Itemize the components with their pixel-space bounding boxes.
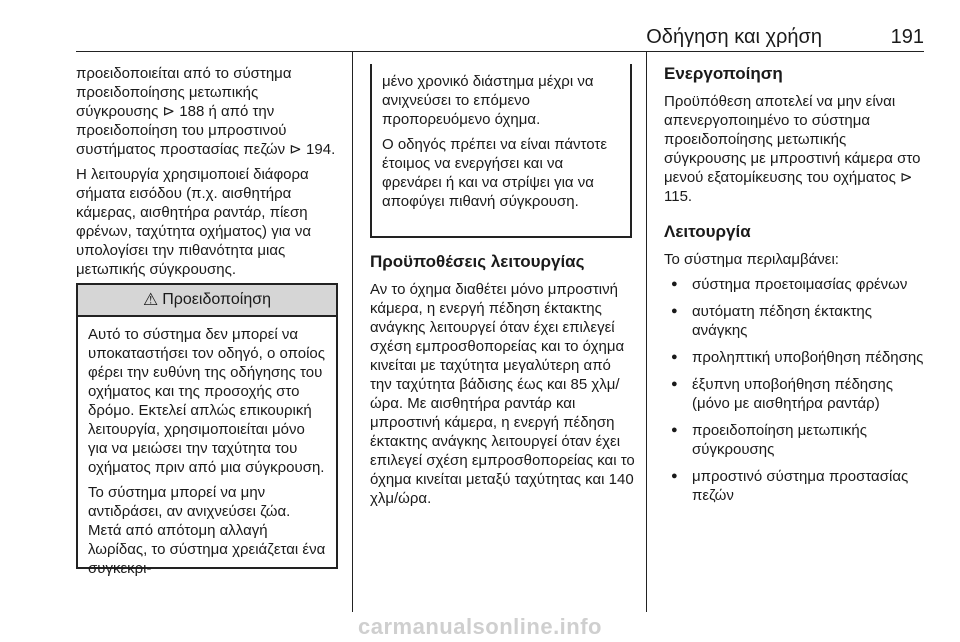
section-heading: Λειτουργία (664, 222, 751, 241)
list-item: ● αυτόματη πέδηση έκτακτης ανάγκης (664, 302, 926, 340)
operating-conditions-section (370, 252, 636, 508)
paragraph: προειδοποιείται από το σύστημα προειδοποίησης μετωπικής σύγκρουσης ⊳ 188 ή από την προειδοποίηση του μπροστινού συστήματος προστασίας πεζών ⊳ 194. (76, 65, 336, 158)
list-item: ● προειδοποίηση μετωπικής σύγκρουσης (664, 421, 926, 459)
section-heading: Ενεργοποίηση (664, 64, 783, 83)
header-divider (76, 51, 924, 52)
column-1 (76, 64, 342, 285)
column-divider-1 (352, 51, 353, 612)
warning-title: Προειδοποίηση (162, 291, 271, 308)
watermark: carmanualsonline.info (358, 614, 602, 639)
warning-paragraph: Ο οδηγός πρέπει να είναι πάντοτε έτοιμος να ενεργήσει και να φρενάρει ή και να στρίψει για να αποφύγει πιθανή σύγκρουση. (382, 136, 608, 210)
warning-box-continued (370, 64, 632, 238)
activation-section (664, 64, 926, 206)
warning-box (76, 283, 338, 577)
paragraph: Το σύστημα περιλαμβάνει: (664, 251, 839, 268)
paragraph: Αν το όχημα διαθέτει μόνο μπροστινή κάμερα, η ενεργή πέδηση έκτακτης ανάγκης λειτουργεί όταν έχει επιλεγεί σχέση εμπροσθοπορείας και το όχημα κινείται με ταχύτητα μεγαλύτερη από την ταχύτητα βάδισης έως και 85 χλμ/ώρα. Με αισθητήρα ραντάρ και μπροστινή κάμερα, η ενεργή πέδηση έκτακτης ανάγκης λειτουργεί όταν έχει επιλεγεί σχέση εμπροσθοπορείας και το όχημα κινείται μεταξύ ταχύτητας και 140 χλμ/ώρα. (370, 281, 635, 507)
page-number: 191 (890, 26, 924, 48)
section-title: Οδήγηση και χρήση (646, 26, 822, 48)
paragraph: Η λειτουργία χρησιμοποιεί διάφορα σήματα εισόδου (π.χ. αισθητήρα κάμερας, αισθητήρα ραντάρ, πίεση φρένων, ταχύτητα οχήματος) για να υπολογίσει την πιθανότητα μιας μετωπικής σύγκρουσης. (76, 166, 312, 278)
warning-paragraph: Το σύστημα μπορεί να μην αντιδράσει, αν ανιχνεύσει ζώα. Μετά από απότομη αλλαγή λωρίδας, το σύστημα χρειάζεται ένα συγκεκρι- (88, 484, 326, 577)
warning-paragraph: Αυτό το σύστημα δεν μπορεί να υποκαταστήσει τον οδηγό, ο οποίος φέρει την ευθύνη της οδήγησης του οχήματος και της προσοχής στο δρόμο. Εκτελεί απλώς επικουρική λειτουργία, χρησιμοποιείται μόνο για να μειώσει την ταχύτητα του οχήματος πριν από μια σύγκρουση. (88, 326, 325, 476)
list-item: ● σύστημα προετοιμασίας φρένων (664, 275, 926, 294)
warning-body (78, 317, 336, 592)
function-section (664, 222, 926, 513)
paragraph: Προϋπόθεση αποτελεί να μην είναι απενεργοποιημένο το σύστημα προειδοποίησης μετωπικής σύγκρουσης με μπροστινή κάμερα στο μενού εξατομίκευσης του οχήματος ⊳ 115. (664, 93, 921, 205)
section-heading: Προϋποθέσεις λειτουργίας (370, 252, 585, 271)
warning-paragraph: μένο χρονικό διάστημα μέχρι να ανιχνεύσει το επόμενο προπορευόμενο όχημα. (382, 73, 594, 128)
list-item: ● μπροστινό σύστημα προστασίας πεζών (664, 467, 926, 505)
list-item: ● έξυπνη υποβοήθηση πέδησης (μόνο με αισθητήρα ραντάρ) (664, 375, 926, 413)
feature-list (664, 275, 926, 505)
warning-header (78, 285, 336, 317)
list-item: ● προληπτική υποβοήθηση πέδησης (664, 348, 926, 367)
warning-triangle-icon: ⚠ (142, 290, 159, 309)
page-header (76, 26, 924, 48)
column-divider-2 (646, 51, 647, 612)
